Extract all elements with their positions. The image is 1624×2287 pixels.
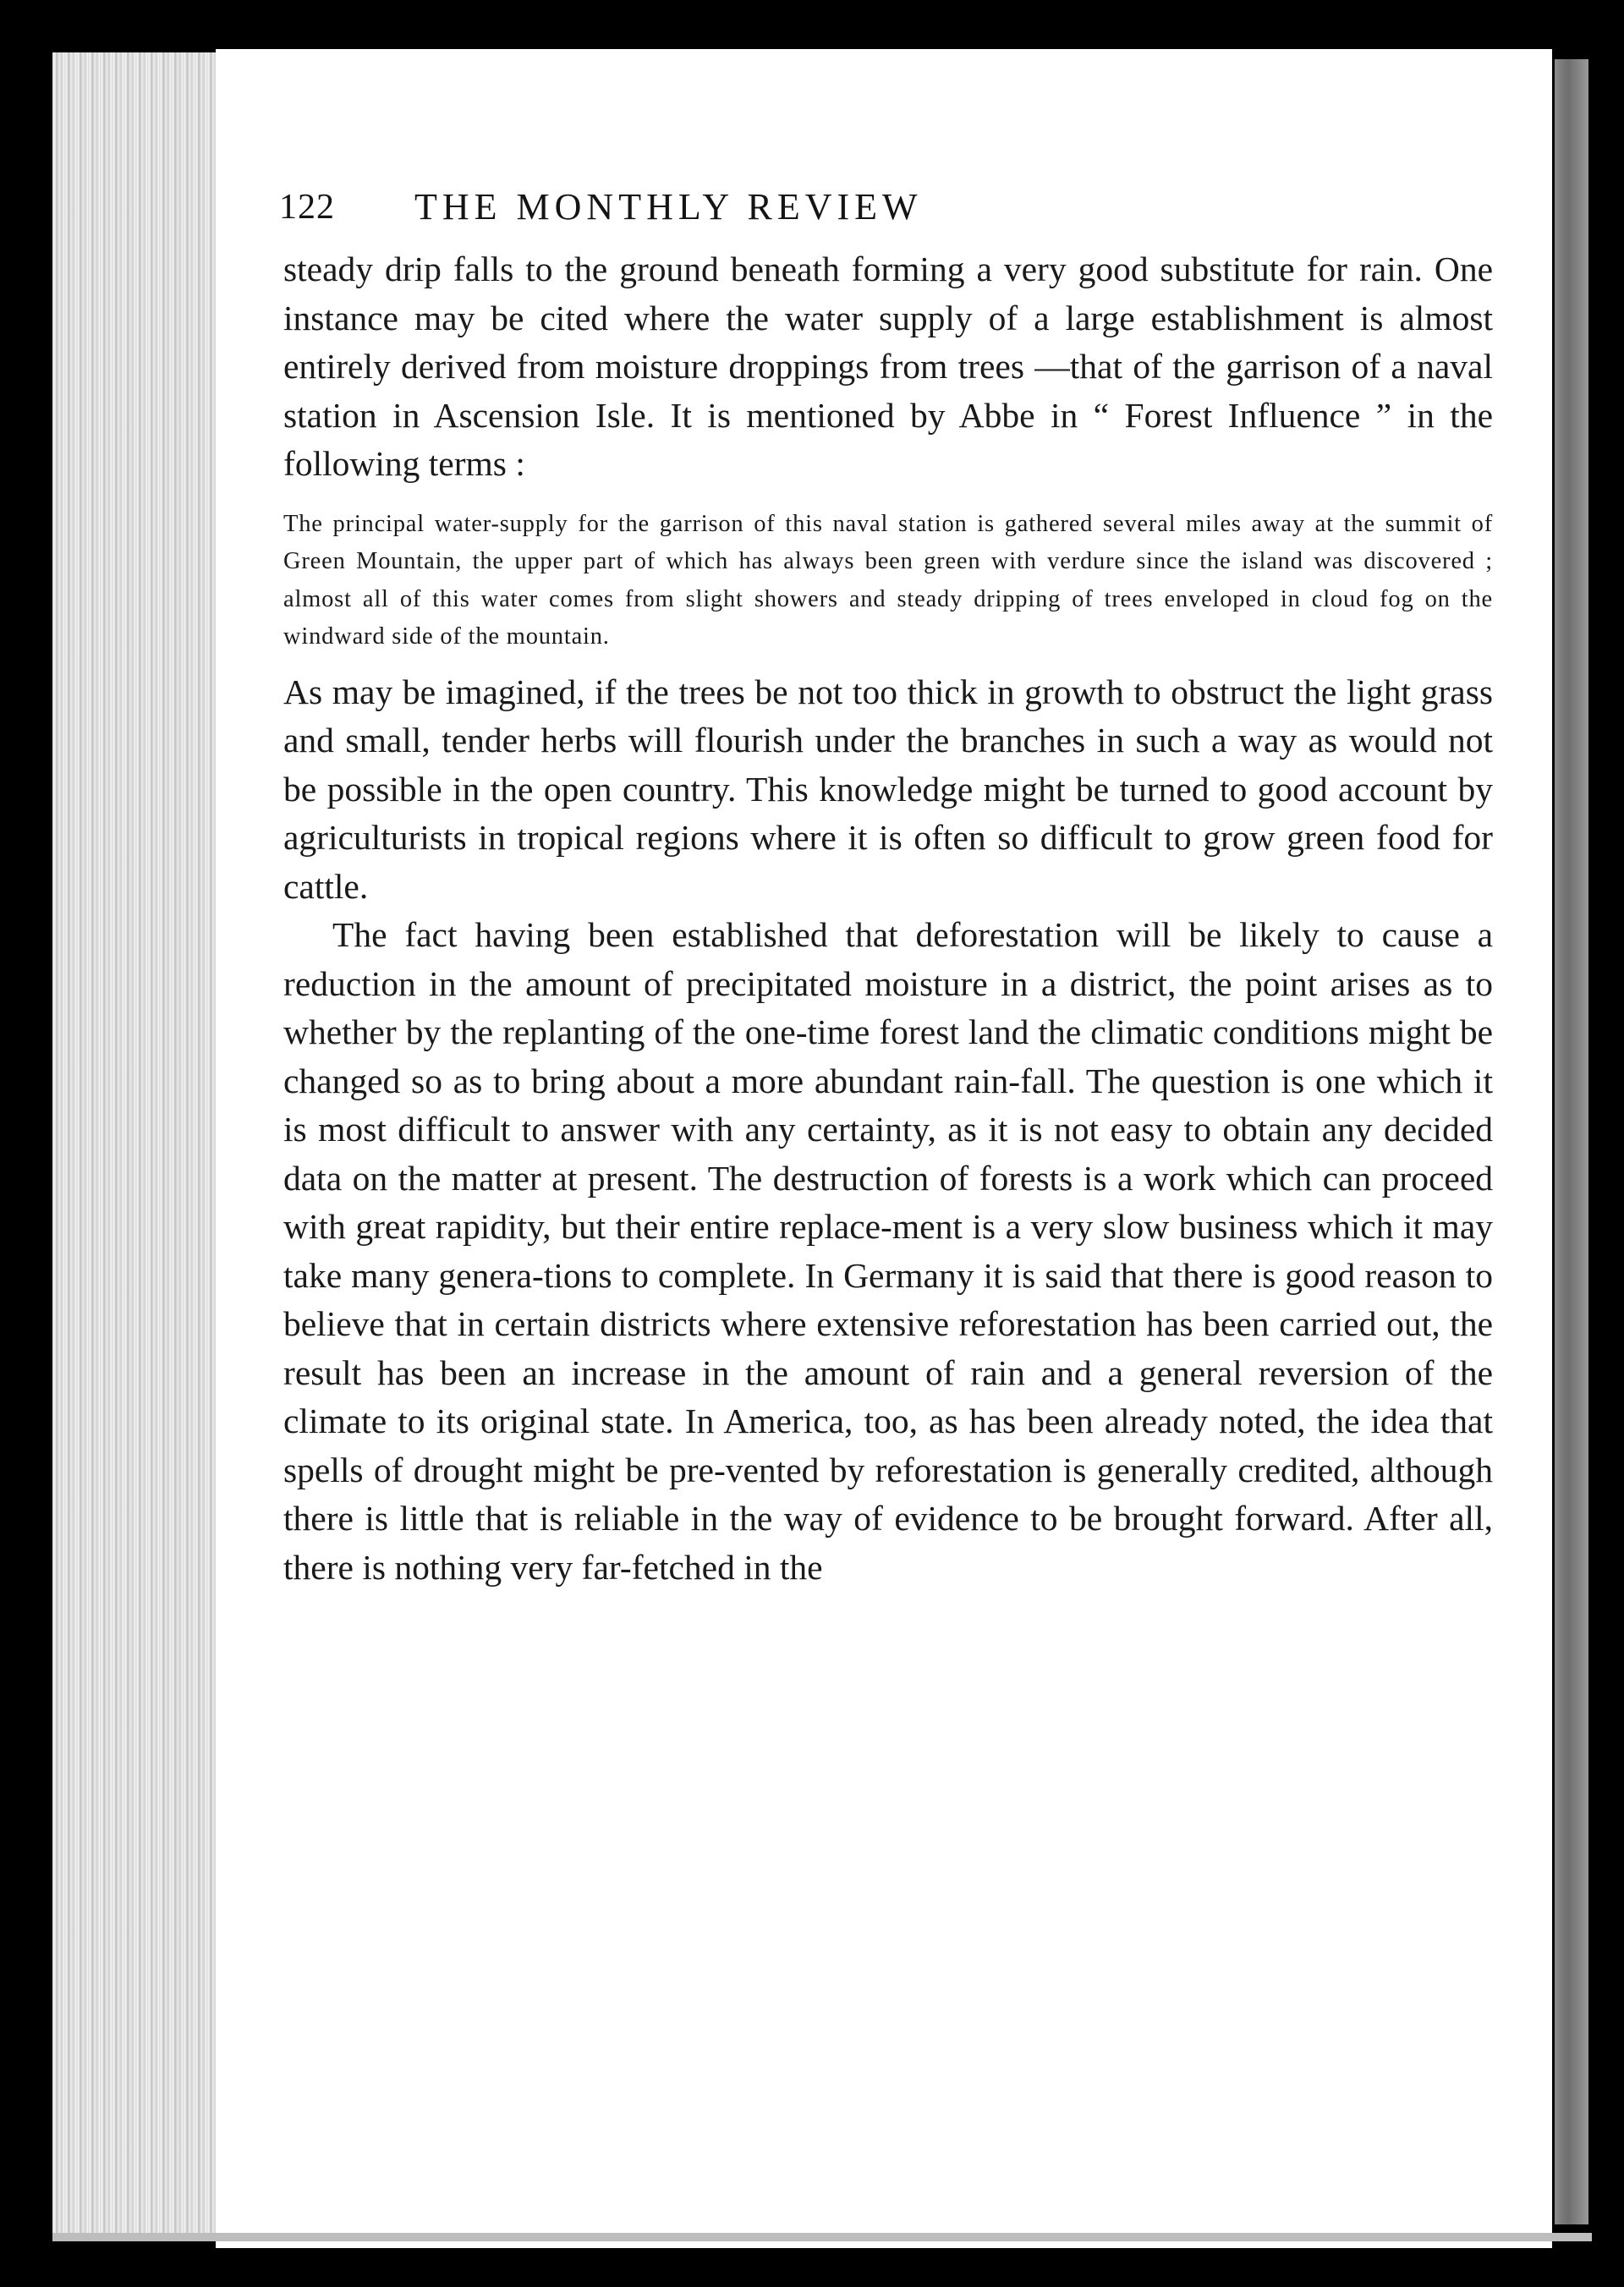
book-binding-edge [1555,59,1588,2224]
page-bottom-edge [52,2233,1592,2241]
running-title: THE MONTHLY REVIEW [414,186,923,228]
block-quotation: The principal water-supply for the garrison of this naval station is gathered several miles away at the summit of Green Mountain, the upper part of which has always been green with verdure since the island was discovered ; almost all of this water comes from slight showers and steady dripping of trees enveloped in cloud fog on the windward side of the mountain. [283,510,1493,650]
page-edges-stack [52,52,222,2235]
page-number: 122 [279,188,335,227]
page-header [279,178,1269,237]
body-text [283,245,1493,1592]
paragraph-continued: steady drip falls to the ground beneath forming a very good substitute for rain. One instance may be cited where the water supply of a large establishment is almost entirely derived from moisture droppings from trees —that of the garrison of a naval station in Ascension Isle. It is mentioned by Abbe in “ Forest Influence ” in the following terms : [283,250,1493,483]
paragraph-reforestation: The fact having been established that deforestation will be likely to cause a reduction in the amount of precipitated moisture in a district, the point arises as to whether by the replanting of the one-time forest land the climatic conditions might be changed so as to bring about a more abundant rain-fall. The question is one which it is most difficult to answer with any certainty, as it is not easy to obtain any decided data on the matter at present. The destruction of forests is a work which can proceed with great rapidity, but their entire replace-ment is a very slow business which it may take many genera-tions to complete. In Germany it is said that there is good reason to believe that in certain districts where extensive reforestation has been carried out, the result has been an increase in the amount of rain and a general reversion of the climate to its original state. In America, too, as has been already noted, the idea that spells of drought might be pre-vented by reforestation is generally credited, although there is little that is reliable in the way of evidence to be brought forward. After all, there is nothing very far-fetched in the [283,915,1493,1587]
paragraph-trees-growth: As may be imagined, if the trees be not too thick in growth to obstruct the light grass and small, tender herbs will flourish under the branches in such a way as would not be possible in the open country. This knowledge might be turned to good account by agriculturists in tropical regions where it is often so difficult to grow green food for cattle. [283,672,1493,906]
